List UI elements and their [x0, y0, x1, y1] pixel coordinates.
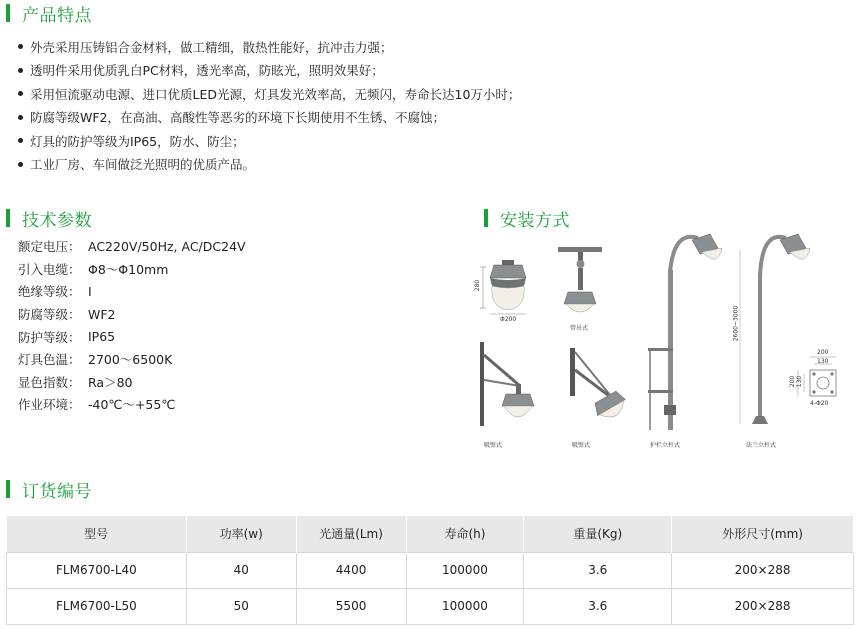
- cell-life: 100000: [406, 588, 524, 624]
- spec-row: 灯具色温： 2700～6500K: [18, 352, 173, 368]
- cell-model: FLM6700-L50: [7, 588, 187, 624]
- order-section-title: [6, 478, 92, 500]
- wall-mount-drawing-1: [480, 342, 534, 426]
- col-header-weight: 重量(Kg): [524, 516, 672, 552]
- cell-lumen: 4400: [296, 552, 406, 588]
- wall-caption-1: 吸壁式: [484, 442, 503, 449]
- cell-power: 50: [186, 588, 296, 624]
- flange-dim-side-outer: 200: [789, 375, 797, 388]
- cell-lumen: 5500: [296, 588, 406, 624]
- specs-title: 技术参数: [22, 210, 92, 231]
- bullet-icon: [18, 162, 23, 167]
- wall-caption-2: 吸壁式: [572, 442, 591, 449]
- cell-life: 100000: [406, 552, 524, 588]
- install-drawing: [470, 230, 860, 460]
- bullet-icon: [18, 115, 23, 120]
- section-marker: [6, 4, 10, 22]
- order-title: 订货编号: [22, 481, 92, 502]
- lamp-height-dim: 280: [474, 279, 482, 292]
- spec-row: 引入电缆： Φ8～Φ10mm: [18, 261, 169, 277]
- features-list: [18, 35, 718, 176]
- guardrail-caption: 护栏立杆式: [650, 442, 681, 449]
- cell-size: 200×288: [672, 552, 854, 588]
- guardrail-pole-drawing: [648, 234, 722, 430]
- install-title: 安装方式: [500, 210, 570, 231]
- spec-row: 绝缘等级： I: [18, 283, 92, 300]
- flange-caption: 法兰立杆式: [746, 442, 777, 449]
- lamp-dimension-drawing: [480, 260, 526, 314]
- table-row: [7, 552, 854, 588]
- feature-item: 采用恒流驱动电源、进口优质LED光源，灯具发光效率高，无频闪，寿命长达10万小时；: [18, 82, 718, 106]
- install-diagrams: [470, 230, 860, 460]
- col-header-lumen: 光通量(Lm): [296, 516, 406, 552]
- flange-holes-dim: 4-Φ20: [810, 400, 829, 407]
- specs-section-title: [6, 207, 92, 229]
- feature-item: 防腐等级WF2，在高油、高酸性等恶劣的环境下长期使用不生锈、不腐蚀；: [18, 106, 718, 130]
- specs-list: [18, 235, 418, 416]
- pendant-caption: 管吊式: [570, 325, 589, 332]
- cell-model: FLM6700-L40: [7, 552, 187, 588]
- col-header-power: 功率(w): [186, 516, 296, 552]
- spec-row: 显色指数： Ra＞80: [18, 374, 133, 390]
- feature-item: 透明件采用优质乳白PC材料，透光率高，防眩光，照明效果好；: [18, 59, 718, 83]
- order-table: [6, 516, 854, 625]
- pole-height-dim: 2600~3000: [732, 305, 740, 342]
- section-marker: [6, 209, 10, 227]
- pendant-mount-drawing: [558, 247, 602, 312]
- col-header-life: 寿命(h): [406, 516, 524, 552]
- spec-row: 防护等级： IP65: [18, 329, 116, 345]
- spec-row: 额定电压： AC220V/50Hz, AC/DC24V: [18, 238, 246, 255]
- wall-mount-drawing-2: [570, 348, 630, 423]
- bullet-icon: [18, 44, 23, 49]
- cell-weight: 3.6: [524, 552, 672, 588]
- install-section-title: [484, 207, 570, 229]
- bullet-icon: [18, 68, 23, 73]
- cell-power: 40: [186, 552, 296, 588]
- flange-dim-side-inner: 130: [796, 375, 804, 388]
- cell-weight: 3.6: [524, 588, 672, 624]
- bullet-icon: [18, 138, 23, 143]
- col-header-model: 型号: [7, 516, 187, 552]
- flange-dim-outer: 200: [817, 349, 829, 356]
- features-section-title: [6, 2, 92, 24]
- section-marker: [484, 209, 488, 227]
- section-marker: [6, 480, 10, 498]
- table-header-row: [7, 516, 854, 552]
- flange-dim-inner: 130: [817, 358, 829, 365]
- spec-row: 作业环境： -40℃～+55℃: [18, 397, 176, 413]
- spec-row: 防腐等级： WF2: [18, 306, 116, 323]
- feature-item: 工业厂房、车间做泛光照明的优质产品。: [18, 153, 718, 177]
- features-title: 产品特点: [22, 5, 92, 26]
- table-row: [7, 588, 854, 624]
- bullet-icon: [18, 91, 23, 96]
- lamp-diameter-dim: Φ200: [500, 316, 517, 323]
- cell-size: 200×288: [672, 588, 854, 624]
- feature-item: 外壳采用压铸铝合金材料，做工精细，散热性能好，抗冲击力强；: [18, 35, 718, 59]
- flange-pole-drawing: [740, 234, 810, 424]
- feature-item: 灯具的防护等级为IP65，防水、防尘；: [18, 129, 718, 153]
- col-header-size: 外形尺寸(mm): [672, 516, 854, 552]
